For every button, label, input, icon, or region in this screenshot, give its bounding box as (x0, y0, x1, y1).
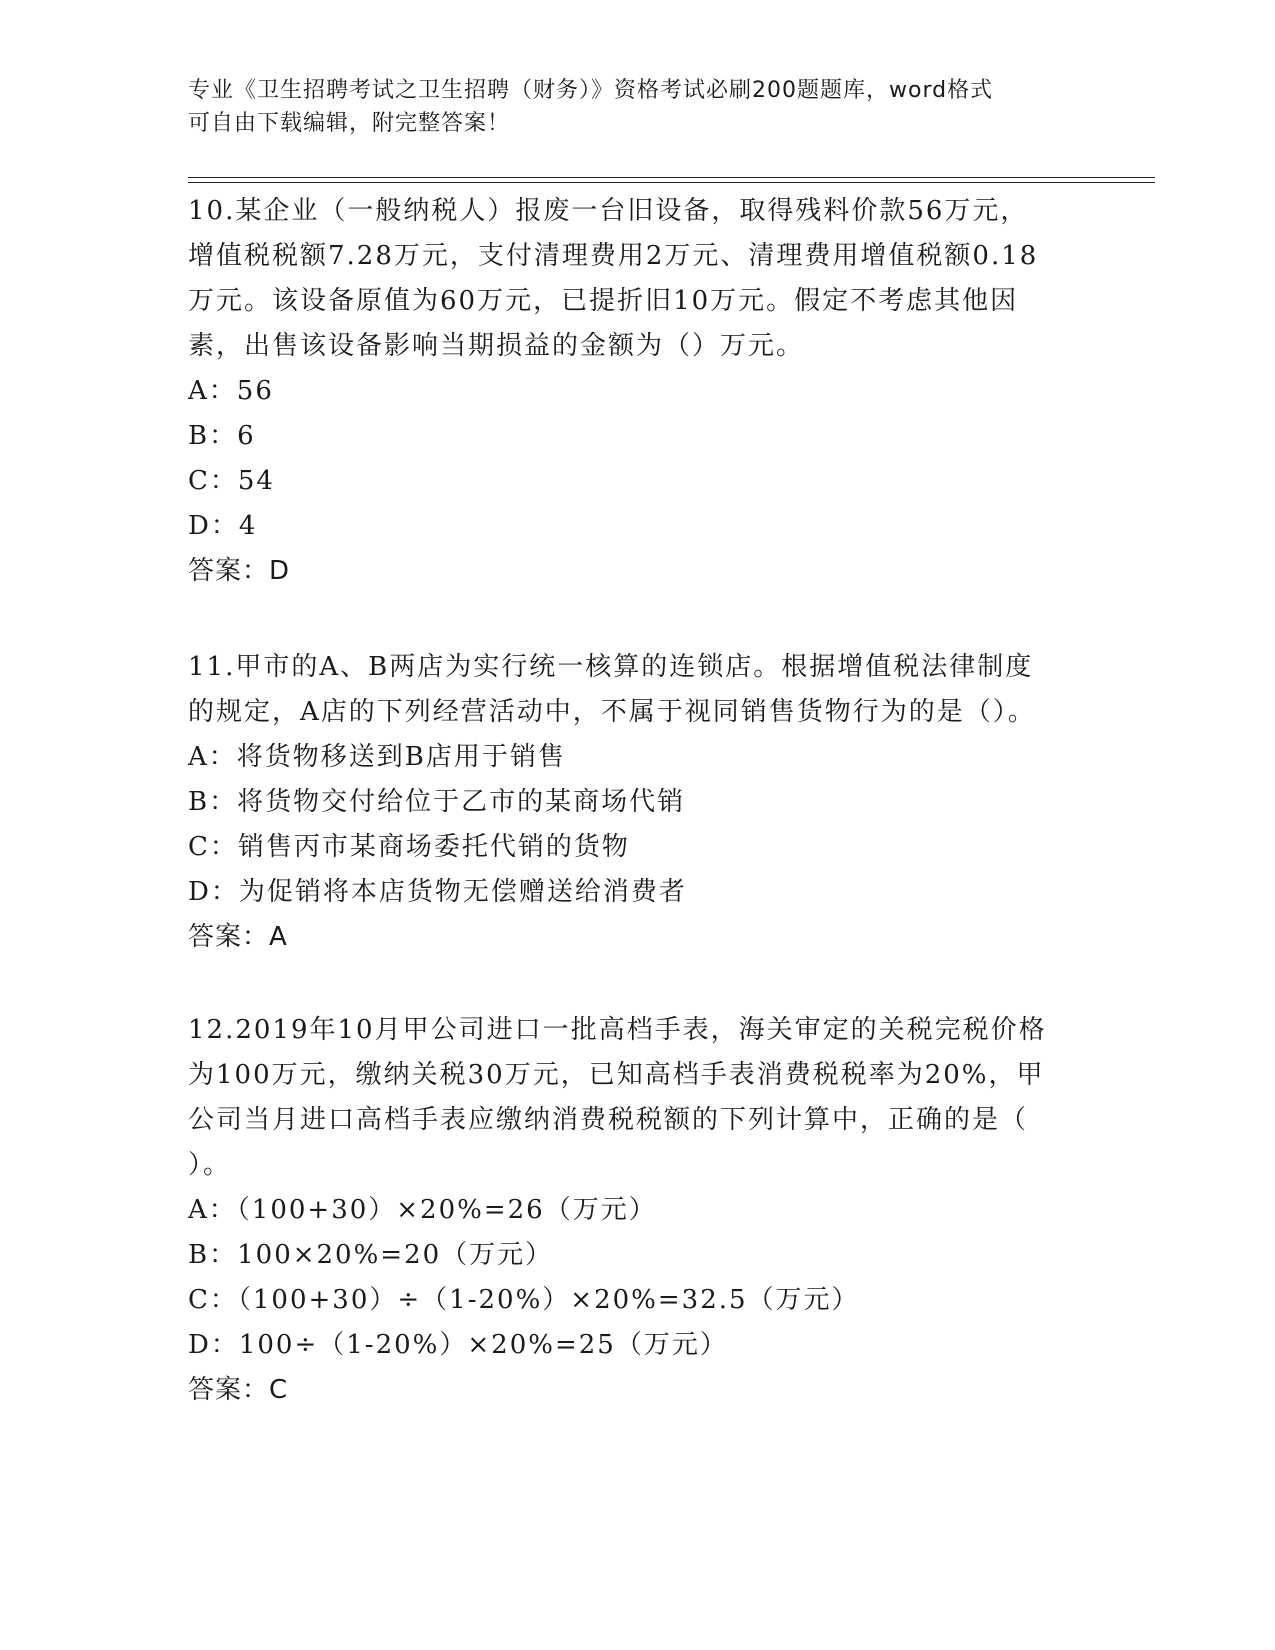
option-c: C：销售丙市某商场委托代销的货物 (188, 832, 630, 862)
header-rule-top (188, 177, 1155, 178)
question-stem-line: 10.某企业（一般纳税人）报废一台旧设备，取得残料价款56万元， (188, 196, 1029, 226)
answer-line: 答案：A (188, 922, 288, 952)
question-stem-line: 素，出售该设备影响当期损益的金额为（）万元。 (188, 331, 805, 361)
question-stem-line: 万元。该设备原值为60万元，已提折旧10万元。假定不考虑其他因 (188, 286, 1019, 316)
option-b: B：6 (188, 421, 256, 451)
question-stem-line: ）。 (188, 1150, 232, 1180)
question-11 (188, 645, 1088, 960)
question-12 (188, 1008, 1088, 1413)
document-header (188, 74, 1088, 140)
question-10 (188, 189, 1088, 594)
answer-line: 答案：C (188, 1375, 289, 1405)
option-a: A：将货物移送到B店用于销售 (188, 742, 566, 772)
option-a: A：（100+30）×20%=26（万元） (188, 1195, 657, 1225)
header-rule-bottom (188, 182, 1155, 183)
option-a: A：56 (188, 376, 274, 406)
option-b: B：100×20%=20（万元） (188, 1240, 554, 1270)
option-b: B：将货物交付给位于乙市的某商场代销 (188, 787, 686, 817)
question-stem-line: 的规定，A店的下列经营活动中，不属于视同销售货物行为的是（）。 (188, 697, 1036, 727)
question-stem-line: 公司当月进口高档手表应缴纳消费税税额的下列计算中，正确的是（ (188, 1105, 1029, 1135)
question-stem-line: 为100万元，缴纳关税30万元，已知高档手表消费税税率为20%，甲 (188, 1060, 1045, 1090)
option-c: C：54 (188, 466, 275, 496)
option-d: D：100÷（1-20%）×20%=25（万元） (188, 1330, 728, 1360)
answer-line: 答案：D (188, 556, 291, 586)
question-stem-line: 11.甲市的A、B两店为实行统一核算的连锁店。根据增值税法律制度 (188, 652, 1034, 682)
header-line-2: 可自由下载编辑，附完整答案！ (188, 111, 511, 136)
question-stem-line: 12.2019年10月甲公司进口一批高档手表，海关审定的关税完税价格 (188, 1015, 1047, 1045)
option-c: C：（100+30）÷（1-20%）×20%=32.5（万元） (188, 1285, 860, 1315)
option-d: D：为促销将本店货物无偿赠送给消费者 (188, 877, 687, 907)
header-line-1: 专业《卫生招聘考试之卫生招聘（财务）》资格考试必刷200题题库，word格式 (188, 78, 994, 103)
option-d: D：4 (188, 511, 258, 541)
question-stem-line: 增值税税额7.28万元，支付清理费用2万元、清理费用增值税额0.18 (188, 241, 1039, 271)
